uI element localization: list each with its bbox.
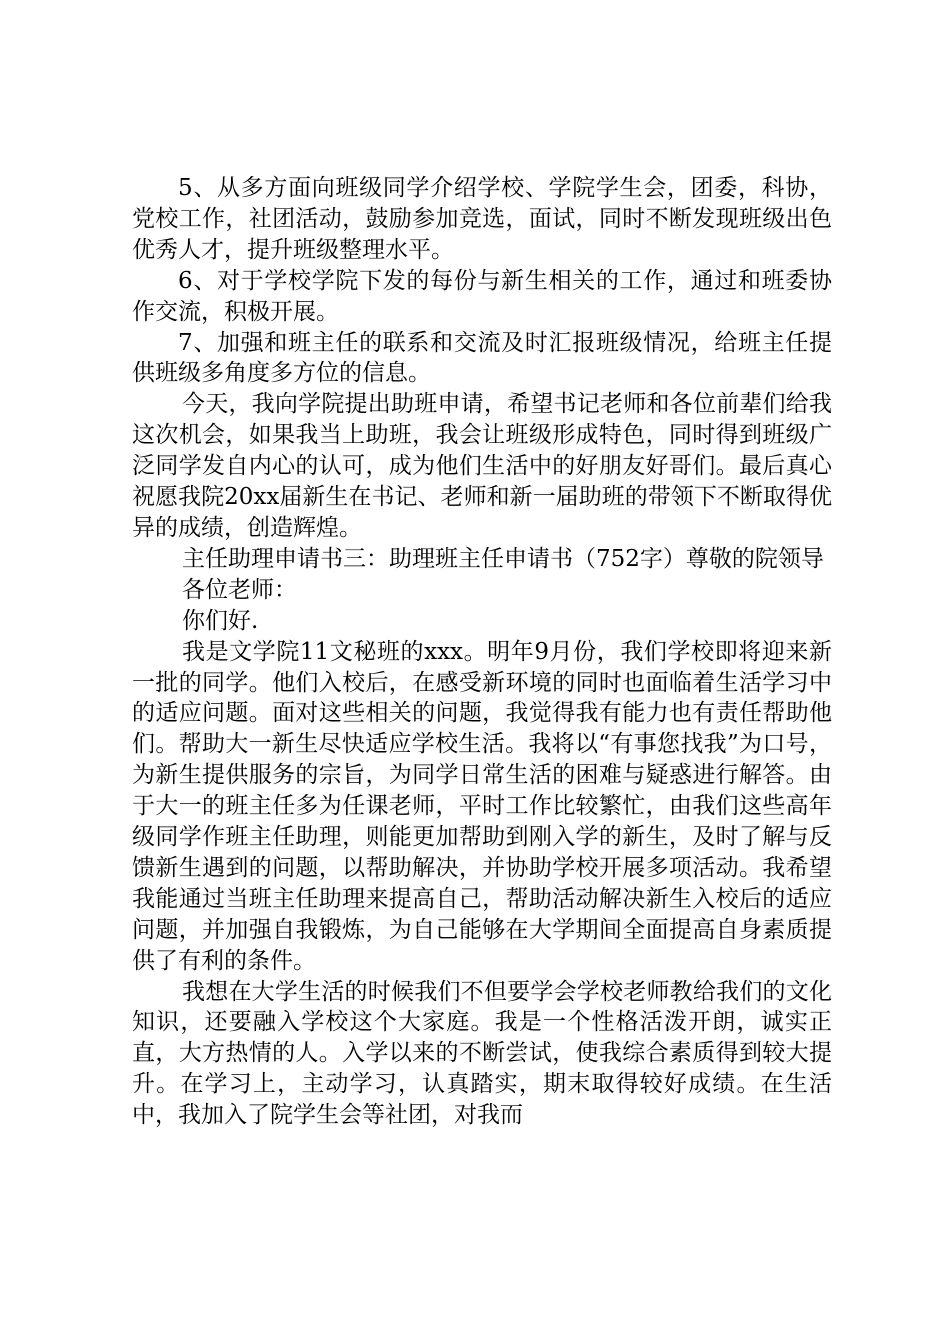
greeting: 你们好. xyxy=(182,607,259,634)
paragraph-item-6: 6、对于学校学院下发的每份与新生相关的工作，通过和班委协作交流，积极开展。 xyxy=(132,267,832,325)
salutation-teachers: 各位老师： xyxy=(182,576,297,603)
paragraph-item-5: 5、从多方面向班级同学介绍学校、学院学生会，团委，科协，党校工作，社团活动，鼓励参加竞选，面试，同时不断发现班级出色优秀人才，提升班级整理水平。 xyxy=(132,175,832,263)
document-body xyxy=(132,173,832,1131)
paragraph-university-life: 我想在大学生活的时候我们不但要学会学校老师教给我们的文化知识，还要融入学校这个大家庭。我是一个性格活泼开朗，诚实正直，大方热情的人。入学以来的不断尝试，使我综合素质得到较大提升。在学习上，主动学习，认真踏实，期末取得较好成绩。在生活中，我加入了院学生会等社团，对我而 xyxy=(132,978,832,1129)
paragraph-item-7: 7、加强和班主任的联系和交流及时汇报班级情况，给班主任提供班级多角度多方位的信息。 xyxy=(132,329,832,387)
section-heading-application-three: 主任助理申请书三：助理班主任申请书（752字）尊敬的院领导 xyxy=(182,545,824,572)
paragraph-introduction: 我是文学院11文秘班的xxx。明年9月份，我们学校即将迎来新一批的同学。他们入校后，在感受新环境的同时也面临着生活学习中的适应问题。面对这些相关的问题，我觉得我有能力也有责任帮助他们。帮助大一新生尽快适应学校生活。我将以“有事您找我”为口号，为新生提供服务的宗旨，为同学日常生活的困难与疑惑进行解答。由于大一的班主任多为任课老师，平时工作比较繁忙，由我们这些高年级同学作班主任助理，则能更加帮助到刚入学的新生，及时了解与反馈新生遇到的问题，以帮助解决，并协助学校开展多项活动。我希望我能通过当班主任助理来提高自己，帮助活动解决新生入校后的适应问题，并加强自我锻炼，为自己能够在大学期间全面提高自身素质提供了有利的条件。 xyxy=(132,638,832,974)
paragraph-closing-today: 今天，我向学院提出助班申请，希望书记老师和各位前辈们给我这次机会，如果我当上助班，我会让班级形成特色，同时得到班级广泛同学发自内心的认可，成为他们生活中的好朋友好哥们。最后真心祝愿我院20xx届新生在书记、老师和新一届助班的带领下不断取得优异的成绩，创造辉煌。 xyxy=(132,391,832,541)
